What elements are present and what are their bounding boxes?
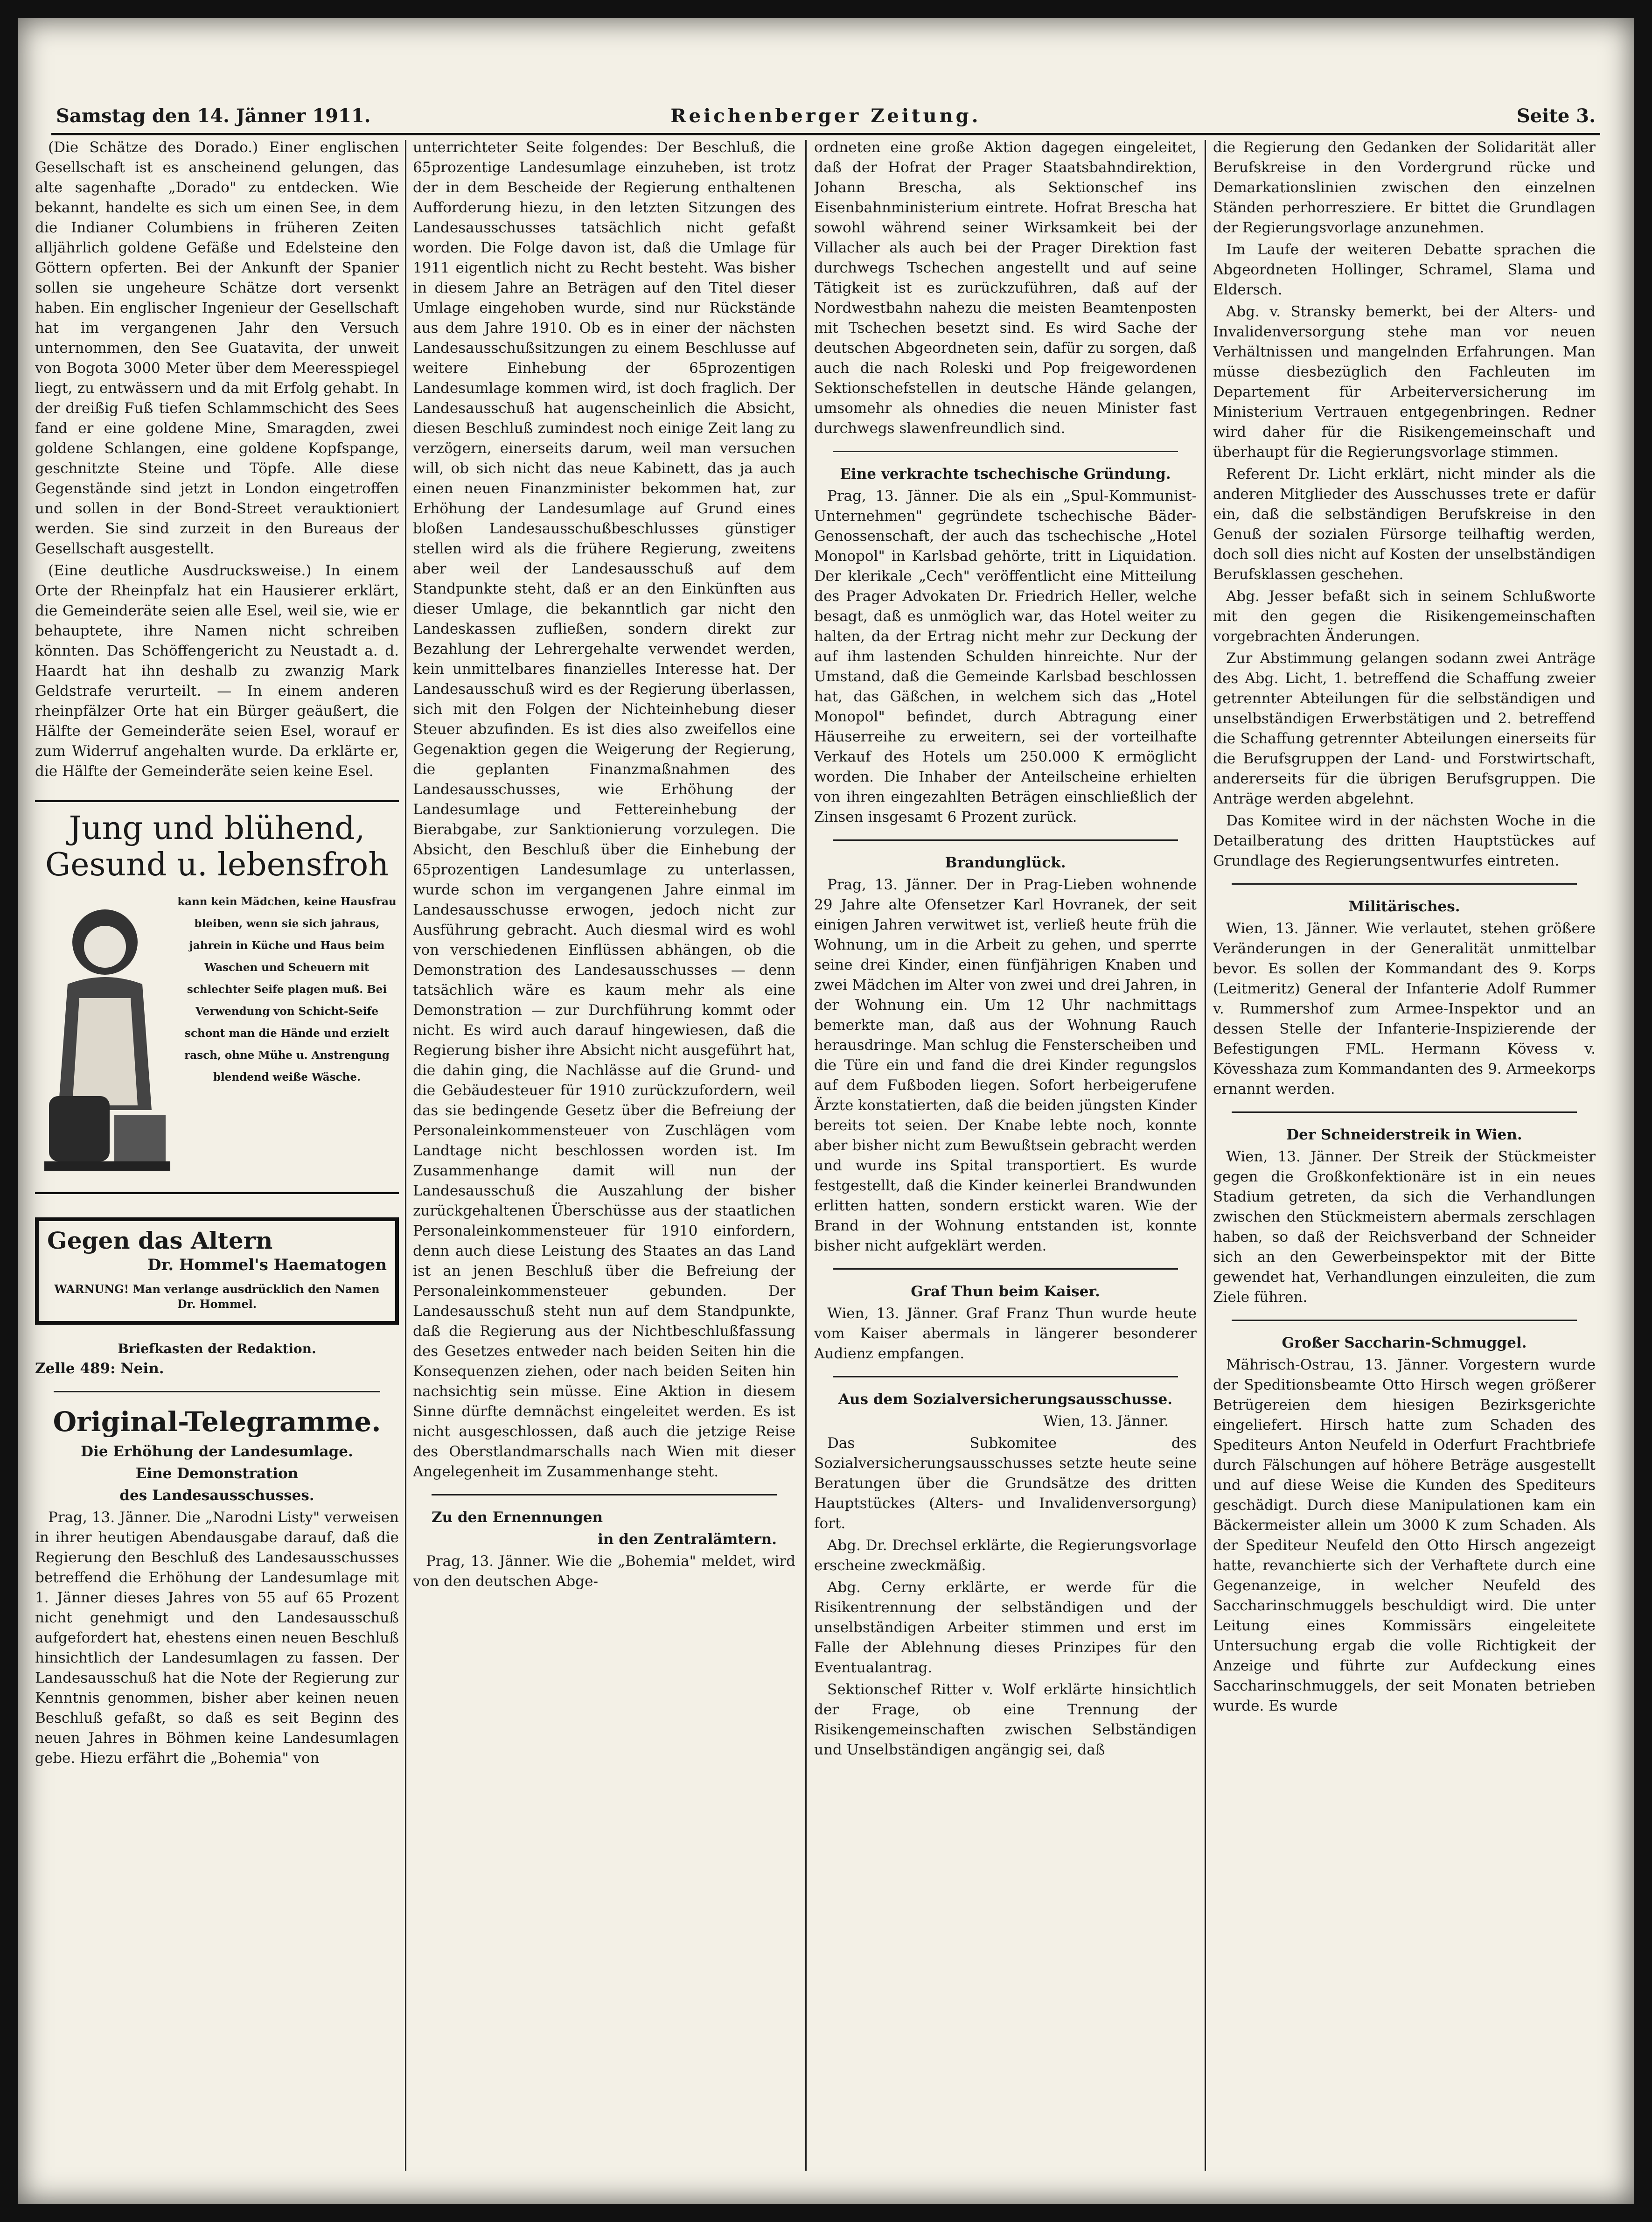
headline-ernennungen: Zu den Ernennungen bbox=[432, 1509, 603, 1526]
column-rule bbox=[1205, 140, 1206, 2171]
woman-illustration bbox=[35, 891, 175, 1180]
column-rule bbox=[805, 140, 807, 2171]
article-sozial-1: Das Subkomitee des Sozialversicherungsausschusses setzte heute seine Beratungen über die Grundsätze des dritten Hauptstückes (Alters- und Invalidenversorgung) fort. bbox=[814, 1435, 1197, 1532]
column-1 bbox=[35, 138, 399, 2161]
article-schneiderstreik: Wien, 13. Jänner. Der Streik der Stückmeister gegen die Großkonfektionäre ist in ein neues Stadium getreten, da sich die Verhandlungen zwischen den Stückmeistern abermals zerschlagen haben, so daß der Reichsverband der Schneider sich an den Gewerbeinspektor mit der Bitte gewendet hat, Verhandlungen einzuleiten, die zum Ziele führen. bbox=[1213, 1148, 1596, 1306]
headline-ernennungen-2: in den Zentralämtern. bbox=[598, 1531, 777, 1548]
header-rule bbox=[51, 133, 1600, 135]
article-ausdrucksweise: (Eine deutliche Ausdrucksweise.) In einem Orte der Rheinpfalz hat ein Hausierer erklärt, die Gemeinderäte seien alle Esel, weil sie, wie er behauptete, ihre Namen nicht schreiben könnten. Das Schöffengericht zu Neustadt a. d. Haardt hat ihn deshalb zu zwanzig Mark Geldstrafe verurteilt. — In einem anderen rheinpfälzer Orte hat ein Bürger geäußert, die Hälfte der Gemeinderäte seien Esel, worauf er zum Widerruf angehalten wurde. Da erklärte er, die Hälfte der Gemeinderäte seien keine Esel. bbox=[35, 562, 399, 780]
article-sozial-6: Abg. v. Stransky bemerkt, bei der Alters- und Invalidenversorgung stehe man vor neuen Verhältnissen und mangelnden Erfahrungen. Man müsse diesbezüglich den Fachleuten im Departement für Arbeiterversicherung im Ministerium Vertrauen entgegenbringen. Redner wird daher für die Risikengemeinschaft und überhaupt für die Regierungsvorlage stimmen. bbox=[1213, 303, 1596, 461]
headline-sozialversicherung: Aus dem Sozialversicherungsausschusse. bbox=[838, 1391, 1172, 1408]
article-ernennungen-cont: ordneten eine große Aktion dagegen eingeleitet, daß der Hofrat der Prager Staatsbahndirektion, Johann Brescha, als Sektionschef ins Eisenbahnministerium eintrete. Hofrat Brescha hat sowohl während seiner Wirksamkeit bei der Villacher als auch bei der Prager Direktion fast durchwegs Tschechen angestellt und auf seine Tätigkeit ist es zurückzuführen, daß auf der Nordwestbahn nahezu die meisten Beamtenposten mit Tschechen besetzt sind. Es wird Sache der deutschen Abgeordneten sein, dafür zu sorgen, daß auch die nach Roleski und Pop freigewordenen Sektionschefstellen in deutsche Hände gelangen, umsomehr als ohnedies die neuen Minister fast durchwegs slawenfreundlich sind. bbox=[814, 139, 1197, 437]
article-brandunglueck: Prag, 13. Jänner. Der in Prag-Lieben wohnende 29 Jahre alte Ofensetzer Karl Hovranek, der seit einigen Jahren verwitwet ist, verließ heute früh die Wohnung, um in die Arbeit zu gehen, und sperrte seine drei Kinder, einen fünfjährigen Knaben und zwei Mädchen im Alter von zwei und drei Jahren, in der Wohnung ein. Um 12 Uhr nachmittags bemerkte man, daß aus der Wohnung Rauch herausdringe. Man schlug die Fensterscheiben und die Türe ein und fand die drei Kinder regungslos auf dem Fußboden liegen. Sofort herbeigerufene Ärzte konstatierten, daß die beiden jüngsten Kinder bereits tot seien. Der Knabe lebte noch, konnte aber bisher nicht zum Bewußtsein gebracht werden und wurde ins Spital transportiert. Es wurde festgestellt, daß die Kinder keinerlei Brandwunden erlitten hatten, sondern erstickt waren. Wie der Brand in der Wohnung entstanden ist, konnte bisher nicht aufgeklärt werden. bbox=[814, 876, 1197, 1254]
header-date: Samstag den 14. Jänner 1911. bbox=[56, 105, 371, 127]
ad-product: Dr. Hommel's Haematogen bbox=[147, 1256, 387, 1274]
ad-headline: Gegen das Altern bbox=[47, 1227, 273, 1254]
separator bbox=[833, 1268, 1178, 1270]
header-page-number: Seite 3. bbox=[1516, 105, 1596, 127]
telegram-subheading: Eine Demonstration bbox=[135, 1465, 299, 1482]
briefkasten-entry: Zelle 489: Nein. bbox=[35, 1360, 164, 1377]
separator bbox=[833, 1376, 1178, 1377]
article-sozial-10: Das Komitee wird in der nächsten Woche in die Detailberatung des dritten Hauptstückes auf Grundlage des Regierungsentwurfes eintreten. bbox=[1213, 812, 1596, 869]
separator bbox=[432, 1494, 777, 1495]
separator bbox=[1232, 1111, 1577, 1113]
ad-headline-2: Gesund u. lebensfroh bbox=[45, 846, 389, 883]
headline-militaerisches: Militärisches. bbox=[1348, 898, 1460, 915]
telegram-subheading: des Landesausschusses. bbox=[119, 1487, 314, 1504]
separator bbox=[833, 839, 1178, 841]
article-sozial-9: Zur Abstimmung gelangen sodann zwei Anträge des Abg. Licht, 1. betreffend die Schaffung zweier getrennter Abteilungen für die selbständigen und unselbständigen Erwerbstätigen und 2. betreffend die Schaffung getrennter Abteilungen einerseits für die Berufsgruppen der Land- und Forstwirtschaft, andererseits für die übrigen Berufsgruppen. Die Anträge werden abgelehnt. bbox=[1213, 650, 1596, 807]
article-sozial-3: Abg. Cerny erklärte, er werde für die Risikentrennung der selbständigen und der unselbständigen Arbeiter stimmen und erst im Falle der Ablehnung dieses Prinzipes für den Eventualantrag. bbox=[814, 1579, 1197, 1676]
advertisement-haematogen bbox=[35, 1217, 399, 1325]
ad-warning: WARNUNG! Man verlange ausdrücklich den Namen Dr. Hommel. bbox=[54, 1282, 380, 1311]
article-thun: Wien, 13. Jänner. Graf Franz Thun wurde heute vom Kaiser abermals in längerer besonderer Audienz empfangen. bbox=[814, 1305, 1197, 1362]
section-heading-telegramme: Original-Telegramme. bbox=[53, 1406, 381, 1438]
telegram-heading: Die Erhöhung der Landesumlage. bbox=[81, 1443, 353, 1460]
column-2 bbox=[413, 138, 795, 2161]
column-4 bbox=[1213, 138, 1596, 2161]
advertisement-schicht-seife bbox=[35, 800, 399, 1194]
article-landesumlage: Prag, 13. Jänner. Die „Narodni Listy" verweisen in ihrer heutigen Abendausgabe darauf, daß die Regierung den Beschluß des Landesausschusses betreffend die Erhöhung der Landesumlage mit 1. Jänner dieses Jahres von 55 auf 65 Prozent nicht genehmigt und den Landesausschuß aufgefordert hat, ehestens einen neuen Beschluß hinsichtlich der Landesumlagen zu fassen. Der Landesausschuß hat die Note der Regierung zur Kenntnis genommen, bisher aber keinen neuen Beschluß gefaßt, so daß es seit Beginn des neuen Jahres in Böhmen keine Landesumlagen gebe. Hiezu erfährt die „Bohemia" von bbox=[35, 1509, 399, 1767]
column-rule bbox=[405, 140, 406, 2171]
article-landesumlage-cont: unterrichteter Seite folgendes: Der Beschluß, die 65prozentige Landesumlage einzuheben, ist trotz der in dem Bescheide der Regierung enthaltenen Aufforderung hiezu, in den letzten Sitzungen des Landesausschusses tatsächlich nicht gefaßt worden. Die Folge davon ist, daß die Umlage für 1911 eigentlich nicht zu Recht besteht. Was bisher in diesem Jahre an Beträgen auf den Titel dieser Umlage eingehoben wurde, sind nur Rückstände aus dem Jahre 1910. Ob es in einer der nächsten Landesausschußsitzungen zu einem Beschlusse auf weitere Einhebung der 65prozentigen Landesumlage kommen wird, ist doch fraglich. Der Landesausschuß hat augenscheinlich die Absicht, diesen Beschluß zumindest noch einige Zeit lang zu verzögern, einerseits darum, weil man versuchen will, ob sich nicht das neue Kabinett, das ja auch einen neuen Finanzminister bekommen hat, zur Erhöhung der Landesumlage auf Grund eines bloßen Landesausschußbeschlusses günstiger stellen wird als die frühere Regierung, zweitens aber weil der Landesausschuß auf dem Standpunkte steht, daß er an den Einkünften aus dieser Umlage, die bekanntlich gar nicht den Landeskassen zufließen, sondern direkt zur Bezahlung der Lehrergehalte verwendet werden, kein unmittelbares finanzielles Interesse hat. Der Landesausschuß wird es der Regierung überlassen, sich mit den Folgen der Nichteinhebung dieser Steuer abzufinden. Es ist dies also zweifellos eine Gegenaktion gegen die Weigerung der Regierung, die geplanten Finanzmaßnahmen des Landesausschusses, wie Erhöhung der Landesumlage und Fettereinhebung der Bierabgabe, zur Sanktionierung vorzulegen. Die Absicht, den Beschluß über die Einhebung der 65prozentigen Landesumlage zu unterlassen, wurde schon im vergangenen Jahre einmal im Landesausschusse erwogen, jedoch nicht zur Ausführung gebracht. Auch diesmal wird es wohl von verschiedenen Einflüssen abhängen, ob die Demonstration des Landesausschusses — denn tatsächlich wäre es kaum mehr als eine Demonstration — zur Durchführung kommt oder nicht. Es wird auch darauf hingewiesen, daß die Regierung bisher ihre Absicht nicht ausgeführt hat, die dahin ging, die Nachlässe auf die Grund- und die Gebäudesteuer für 1910 zurückzufordern, weil das sie bedingende Gesetz über die Befreiung der Personaleinkommensteuer von Zuschlägen vom Landtage nicht beschlossen worden ist. Im Zusammenhange damit will nun der Landesausschuß die Auszahlung der bisher zurückgehaltenen Überschüsse aus der staatlichen Personaleinkommensteuer für 1910 einfordern, denn auch diese Leistung des Staates an das Land ist an jenen Beschluß über die Befreiung der Personaleinkommensteuer gebunden. Der Landesausschuß steht nun auf dem Standpunkte, daß die Regierung aus der Nichtbeschlußfassung des Gesetzes entweder nach beiden Seiten hin die Konsequenzen ziehen, oder nach beiden Seiten hin nachsichtig sein müsse. Eine Aktion in diesem Sinne dürfte demnächst eingeleitet werden. Es ist nicht ausgeschlossen, daß auch die jetzige Reise des Oberstlandmarschalls nach Wien mit dieser Angelegenheit im Zusammenhange steht. bbox=[413, 139, 795, 1480]
headline-gruendung: Eine verkrachte tschechische Gründung. bbox=[840, 466, 1171, 482]
column-3 bbox=[814, 138, 1197, 2161]
ad-body-text: kann kein Mädchen, keine Hausfrau bleiben, wenn sie sich jahraus, jahrein in Küche und Haus beim Waschen und Scheuern mit schlechter Seife plagen muß. Bei Verwendung von Schicht-Seife schont man die Hände und erzielt rasch, ohne Mühe u. Anstrengung blendend weiße Wäsche. bbox=[177, 895, 397, 1083]
article-sozial-5: Im Laufe der weiteren Debatte sprachen die Abgeordneten Hollinger, Schramel, Slama und Eldersch. bbox=[1213, 241, 1596, 298]
article-sozial-8: Abg. Jesser befaßt sich in seinem Schlußworte mit den gegen die Risikengemeinschaften vorgebrachten Änderungen. bbox=[1213, 588, 1596, 645]
header-newspaper-title: Reichenberger Zeitung. bbox=[670, 105, 981, 127]
separator bbox=[1232, 1320, 1577, 1321]
separator bbox=[54, 1391, 380, 1392]
separator bbox=[1232, 883, 1577, 885]
headline-brandunglueck: Brandunglück. bbox=[945, 854, 1066, 871]
article-saccharin: Mährisch-Ostrau, 13. Jänner. Vorgestern wurde der Speditionsbeamte Otto Hirsch wegen größerer Betrügereien dem hiesigen Bezirksgerichte eingeliefert. Hirsch hatte zum Schaden des Spediteurs Anton Neufeld in Oderfurt Frachtbriefe durch Fälschungen auf höhere Beträge ausgestellt und auf diese Weise die Kunden des Spediteurs geschädigt. Durch diese Manipulationen kam ein Bäckermeister allein um 3000 K zum Schaden. Als der Spediteur Neufeld den Otto Hirsch angezeigt hatte, revanchierte sich der Verhaftete durch eine Gegenanzeige, in welcher Neufeld des Saccharinschmuggels beschuldigt wird. Die unter Leitung eines Kommissärs eingeleitete Untersuchung ergab die volle Richtigkeit der Anzeige und führte zur Aufdeckung eines Saccharinschmuggels, der seit Monaten betrieben wurde. Es wurde bbox=[1213, 1356, 1596, 1714]
article-dorado: (Die Schätze des Dorado.) Einer englischen Gesellschaft ist es anscheinend gelungen, das alte sagenhafte „Dorado" zu entdecken. Wie bekannt, handelte es sich um einen See, in dem die Indianer Columbiens in früheren Zeiten alljährlich goldene Gefäße und Edelsteine den Göttern opferten. Bei der Ankunft der Spanier sollen sie ungeheure Schätze dort versenkt haben. Ein englischer Ingenieur der Gesellschaft hat im vergangenen Jahr den Versuch unternommen, den See Guatavita, der unweit von Bogota 3000 Meter über dem Meeresspiegel liegt, zu entwässern und da mit Erfolg gehabt. In der dreißig Fuß tiefen Schlammschicht des Sees fand er eine goldene Mine, Smaragden, zwei goldene Schlangen, eine goldene Kopfspange, geschnitzte Steine und Töpfe. Alle diese Gegenstände sind jetzt in London eingetroffen und sollen in der Bond-Street verauktioniert werden. Sie sind zurzeit in den Bureaus der Gesellschaft ausgestellt. bbox=[35, 139, 399, 557]
briefkasten-title: Briefkasten der Redaktion. bbox=[118, 1341, 316, 1356]
dateline: Wien, 13. Jänner. bbox=[1043, 1413, 1169, 1430]
ad-headline-1: Jung und blühend, bbox=[69, 810, 365, 847]
separator bbox=[833, 451, 1178, 452]
headline-thun: Graf Thun beim Kaiser. bbox=[911, 1283, 1100, 1300]
article-sozial-cont: die Regierung den Gedanken der Solidarität aller Berufskreise in den Vordergrund rücke und Demarkationslinien zwischen den einzelnen Ständen perhorresziere. Er bittet die Grundlagen der Regierungsvorlage anzunehmen. bbox=[1213, 139, 1596, 236]
article-gruendung: Prag, 13. Jänner. Die als ein „Spul-Kommunist-Unternehmen" gegründete tschechische Bäder-Genossenschaft, der auch das tschechische „Hotel Monopol" in Karlsbad gehörte, tritt in Liquidation. Der klerikale „Cech" veröffentlicht eine Mitteilung des Prager Advokaten Dr. Friedrich Heller, welche besagt, daß es unmöglich war, das Hotel weiter zu halten, da der Ertrag nicht mehr zur Deckung der auf ihm lastenden Schulden hinreichte. Nur der Umstand, daß die Gemeinde Karlsbad beschlossen hat, das Gäßchen, in welchem sich das „Hotel Monopol" befindet, durch Abtragung einer Häuserreihe zu erweitern, sei der vorteilhafte Verkauf des Hotels um 250.000 K ermöglicht worden. Die Inhaber der Anteilscheine erhielten von ihren eingezahlten Beträgen einschließlich der Zinsen insgesamt 6 Prozent zurück. bbox=[814, 488, 1197, 825]
article-sozial-4: Sektionschef Ritter v. Wolf erklärte hinsichtlich der Frage, ob eine Trennung der Risikengemeinschaften zwischen Selbständigen und Unselbständigen angängig sei, daß bbox=[814, 1681, 1197, 1758]
article-sozial-7: Referent Dr. Licht erklärt, nicht minder als die anderen Mitglieder des Ausschusses trete er dafür ein, daß die selbständigen Berufskreise in den Genuß der sozialen Fürsorge teilhaftig werden, doch soll dies nicht auf Kosten der unselbständigen Berufsklassen geschehen. bbox=[1213, 466, 1596, 583]
headline-schneiderstreik: Der Schneiderstreik in Wien. bbox=[1286, 1126, 1522, 1143]
article-sozial-2: Abg. Dr. Drechsel erklärte, die Regierungsvorlage erscheine zweckmäßig. bbox=[814, 1537, 1197, 1574]
article-militaerisches: Wien, 13. Jänner. Wie verlautet, stehen größere Veränderungen in der Generalität unmittelbar bevor. Es sollen der Kommandant des 9. Korps (Leitmeritz) General der Infanterie Adolf Rummer v. Rummershof zum Armee-Inspektor und an dessen Stelle der Infanterie-Inspizierende der Befestigungen FML. Hermann Kövess v. Kövesshaza zum Kommandanten des 9. Armeekorps ernannt werden. bbox=[1213, 920, 1596, 1097]
briefkasten bbox=[35, 1339, 399, 1379]
headline-saccharin: Großer Saccharin-Schmuggel. bbox=[1282, 1335, 1527, 1351]
article-ernennungen: Prag, 13. Jänner. Wie die „Bohemia" meldet, wird von den deutschen Abge- bbox=[413, 1553, 795, 1590]
